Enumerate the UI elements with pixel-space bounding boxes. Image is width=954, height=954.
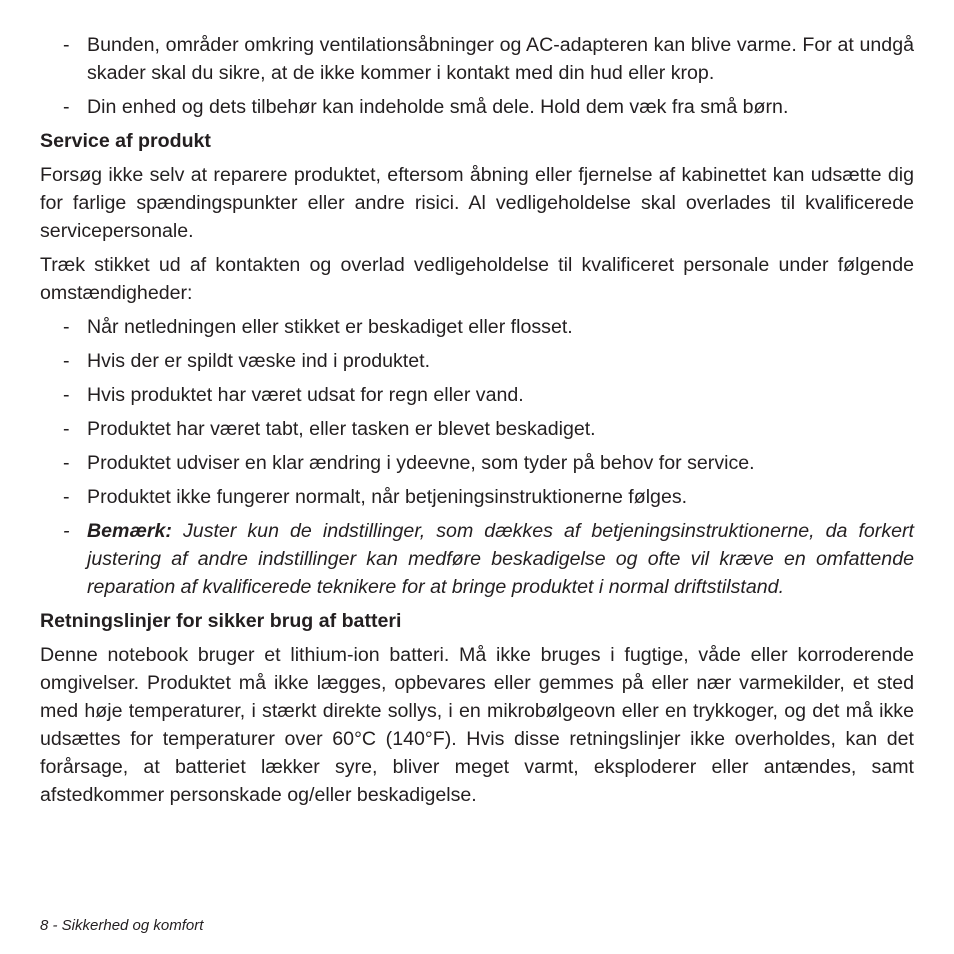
- list-item-text: Produktet udviser en klar ændring i ydeevne, som tyder på behov for service.: [87, 452, 755, 474]
- list-dash: -: [63, 384, 70, 406]
- note-item: [40, 517, 914, 601]
- list-item: [40, 347, 914, 375]
- list-item: [40, 381, 914, 409]
- note-text: Juster kun de indstillinger, som dækkes af betjeningsinstruktionerne, da forkert justering af andre indstillinger kan medføre beskadigelse og ofte vil kræve en omfattende reparation af kvalificerede teknikere for at bringe produktet i normal driftstilstand.: [87, 520, 914, 598]
- service-paragraph-2: Træk stikket ud af kontakten og overlad vedligeholdelse til kvalificeret personale under følgende omstændigheder:: [40, 254, 914, 304]
- list-item: [40, 415, 914, 443]
- list-item-text: Hvis produktet har været udsat for regn eller vand.: [87, 384, 524, 406]
- list-item-text: Bunden, områder omkring ventilationsåbninger og AC-adapteren kan blive varme. For at undgå skader skal du sikre, at de ikke kommer i kontakt med din hud eller krop.: [87, 34, 914, 84]
- list-item: [40, 31, 914, 87]
- list-item-text: Hvis der er spildt væske ind i produktet.: [87, 350, 431, 372]
- battery-heading: Retningslinjer for sikker brug af batteri: [40, 610, 402, 632]
- list-item-text: Når netledningen eller stikket er beskadiget eller flosset.: [87, 316, 573, 338]
- list-item: [40, 449, 914, 477]
- list-dash: -: [63, 96, 70, 118]
- list-item-text: Produktet ikke fungerer normalt, når betjeningsinstruktionerne følges.: [87, 486, 688, 508]
- list-dash: -: [63, 316, 70, 338]
- service-paragraph-1: Forsøg ikke selv at reparere produktet, eftersom åbning eller fjernelse af kabinettet kan udsætte dig for farlige spændingspunkter eller andre risici. Al vedligeholdelse skal overlades til kvalificerede servicepersonale.: [40, 164, 914, 242]
- list-dash: -: [63, 486, 70, 508]
- list-item-text: Produktet har været tabt, eller tasken er blevet beskadiget.: [87, 418, 596, 440]
- service-heading: Service af produkt: [40, 130, 211, 152]
- list-dash: -: [63, 34, 70, 56]
- list-item: [40, 93, 914, 121]
- list-dash: -: [63, 452, 70, 474]
- list-dash: -: [63, 350, 70, 372]
- document-page: [40, 31, 914, 815]
- list-item: [40, 483, 914, 511]
- service-conditions-list: [40, 313, 914, 601]
- list-item: [40, 313, 914, 341]
- list-item-text: Din enhed og dets tilbehør kan indeholde små dele. Hold dem væk fra små børn.: [87, 96, 789, 118]
- page-footer: 8 - Sikkerhed og komfort: [40, 917, 204, 934]
- note-label: Bemærk:: [87, 520, 172, 542]
- list-dash: -: [63, 418, 70, 440]
- intro-list: [40, 31, 914, 121]
- battery-paragraph: Denne notebook bruger et lithium-ion batteri. Må ikke bruges i fugtige, våde eller korroderende omgivelser. Produktet må ikke lægges, opbevares eller gemmes på eller nær varmekilder, et sted med høje temperaturer, i stærkt direkte sollys, i en mikrobølgeovn eller en trykkoger, og det må ikke udsættes for temperaturer over 60°C (140°F). Hvis disse retningslinjer ikke overholdes, kan det forårsage, at batteriet lækker syre, bliver meget varmt, eksploderer eller antændes, samt afstedkommer personskade og/eller beskadigelse.: [40, 644, 914, 806]
- list-dash: -: [63, 520, 70, 542]
